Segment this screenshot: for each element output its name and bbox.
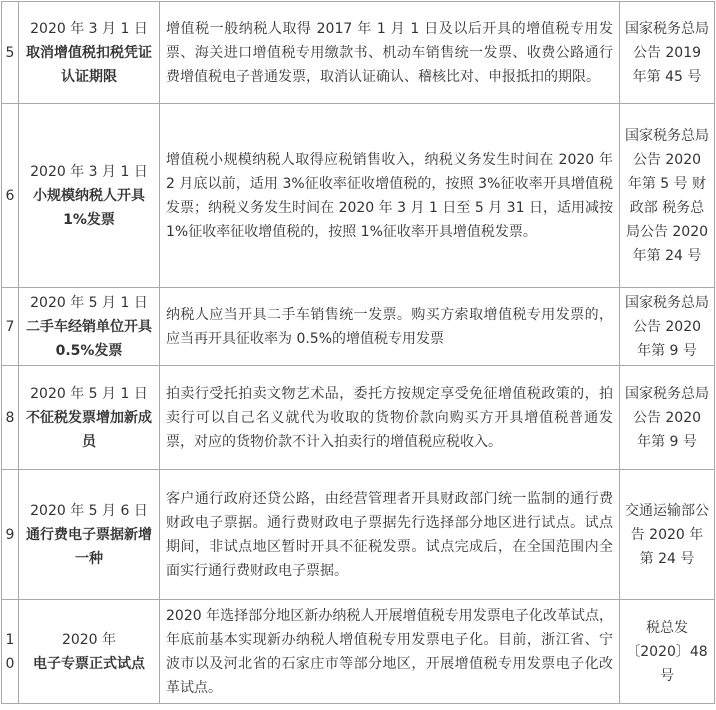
row-content: 纳税人应当开具二手车销售统一发票。购买方索取增值税专用发票的，应当再开具征收率为 0.5%的增值税专用发票 bbox=[160, 288, 620, 366]
row-title-cell bbox=[19, 470, 160, 600]
table-row bbox=[2, 288, 715, 366]
row-title-cell bbox=[19, 104, 160, 288]
row-number: 8 bbox=[2, 366, 19, 470]
row-source: 国家税务总局公告 2020 年第 9 号 bbox=[620, 288, 715, 366]
row-date: 2020 年 5 月 1 日 bbox=[30, 385, 148, 402]
row-number: 7 bbox=[2, 288, 19, 366]
row-source: 国家税务总局公告 2019 年第 45 号 bbox=[620, 2, 715, 104]
row-content: 客户通行政府还贷公路，由经营管理者开具财政部门统一监制的通行费财政电子票据。通行费财政电子票据先行选择部分地区进行试点。试点期间，非试点地区暂时开具不征税发票。试点完成后，在全国范围内全面实行通行费财政电子票据。 bbox=[160, 470, 620, 600]
table-row bbox=[2, 600, 715, 704]
row-title: 电子专票正式试点 bbox=[33, 655, 145, 672]
row-date: 2020 年 3 月 1 日 bbox=[30, 20, 148, 37]
row-source: 国家税务总局公告 2020 年第 9 号 bbox=[620, 366, 715, 470]
table-row bbox=[2, 104, 715, 288]
row-source: 税总发〔2020〕48 号 bbox=[620, 600, 715, 704]
row-number: 9 bbox=[2, 470, 19, 600]
row-date: 2020 年 5 月 1 日 bbox=[30, 294, 148, 311]
row-date: 2020 年 5 月 6 日 bbox=[30, 502, 148, 519]
row-content: 拍卖行受托拍卖文物艺术品，委托方按规定享受免征增值税政策的，拍卖行可以自己名义就代为收取的货物价款向购买方开具增值税普通发票，对应的货物价款不计入拍卖行的增值税应税收入。 bbox=[160, 366, 620, 470]
row-number: 5 bbox=[2, 2, 19, 104]
table-row bbox=[2, 366, 715, 470]
row-title: 取消增值税扣税凭证认证期限 bbox=[26, 44, 152, 85]
row-title-cell bbox=[19, 600, 160, 704]
row-content: 增值税小规模纳税人取得应税销售收入，纳税义务发生时间在 2020 年 2 月底以前，适用 3%征收率征收增值税的，按照 3%征收率开具增值税发票；纳税义务发生时间在 2020 年 3 月 1 日至 5 月 31 日，适用减按 1%征收率征收增值税的，按照 1%征收率开具增值税发票。 bbox=[160, 104, 620, 288]
row-title-cell bbox=[19, 288, 160, 366]
row-number: 1 0 bbox=[2, 600, 19, 704]
row-source: 交通运输部公告 2020 年第 24 号 bbox=[620, 470, 715, 600]
row-title-cell bbox=[19, 366, 160, 470]
table-row bbox=[2, 470, 715, 600]
row-title: 二手车经销单位开具 0.5%发票 bbox=[26, 318, 152, 359]
table-row bbox=[2, 2, 715, 104]
row-number: 6 bbox=[2, 104, 19, 288]
row-date: 2020 年 3 月 1 日 bbox=[30, 163, 148, 180]
row-content: 增值税一般纳税人取得 2017 年 1 月 1 日及以后开具的增值税专用发票、海关进口增值税专用缴款书、机动车销售统一发票、收费公路通行费增值税电子普通发票，取消认证确认、稽核比对、申报抵扣的期限。 bbox=[160, 2, 620, 104]
row-content: 2020 年选择部分地区新办纳税人开展增值税专用发票电子化改革试点，年底前基本实现新办纳税人增值税专用发票电子化。目前，浙江省、宁波市以及河北省的石家庄市等部分地区，开展增值税专用发票电子化改革试点。 bbox=[160, 600, 620, 704]
row-source: 国家税务总局公告 2020 年第 5 号 财政部 税务总局公告 2020 年第 24 号 bbox=[620, 104, 715, 288]
row-title-cell bbox=[19, 2, 160, 104]
row-title: 小规模纳税人开具 1%发票 bbox=[33, 187, 145, 228]
row-title: 通行费电子票据新增一种 bbox=[26, 526, 152, 567]
row-date: 2020 年 bbox=[61, 631, 117, 648]
row-title: 不征税发票增加新成员 bbox=[26, 409, 152, 450]
policy-table bbox=[1, 1, 715, 704]
